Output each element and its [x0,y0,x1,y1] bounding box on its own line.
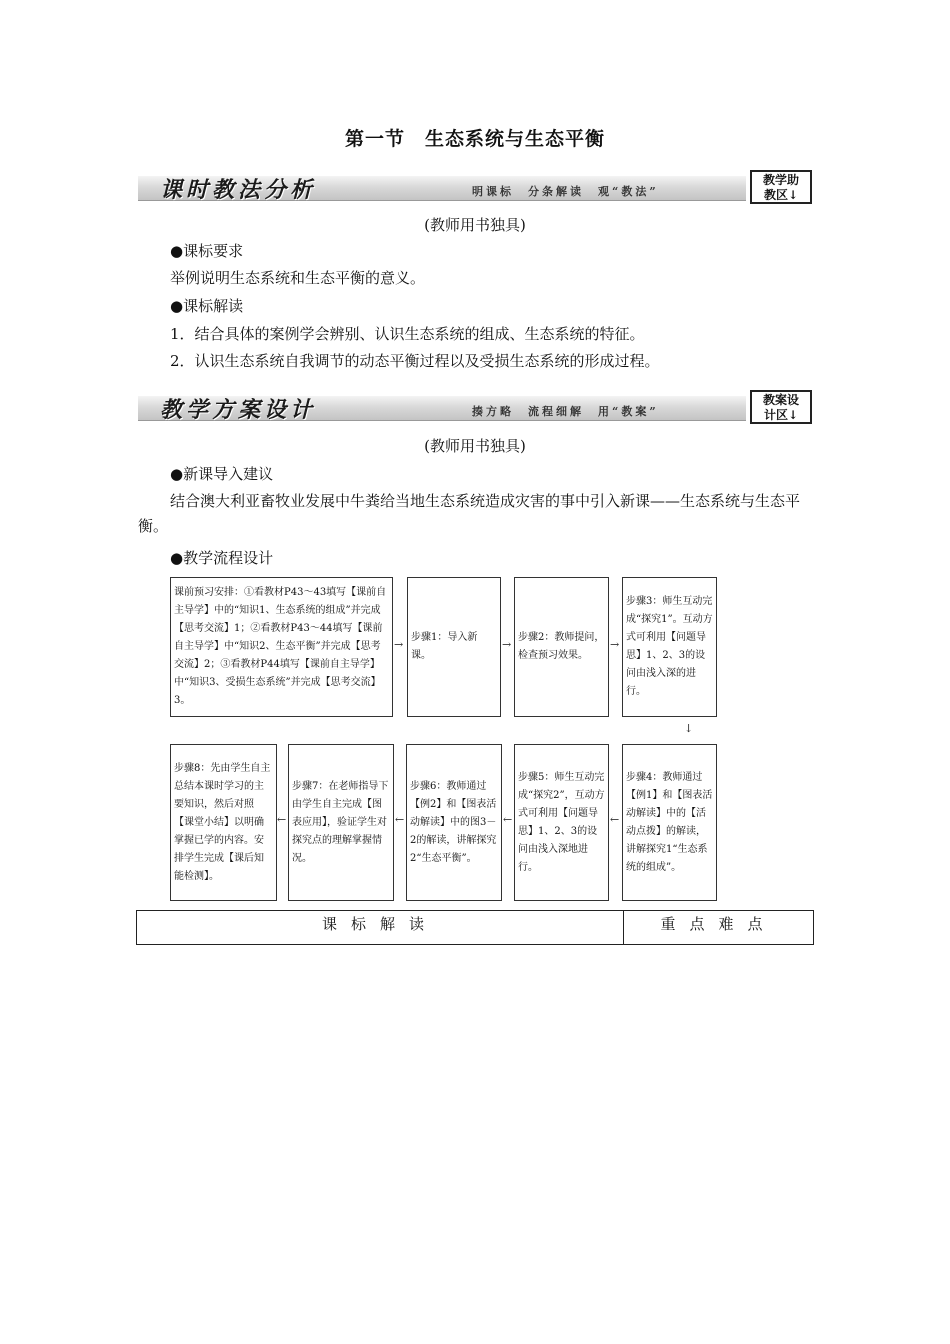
section-heading-intro: ●新课导入建议 [170,465,274,483]
flow-arrow-left: ← [503,813,513,826]
flow-arrow-right: → [502,638,512,651]
flow-arrow-left: ← [277,813,287,826]
section-heading-flow: ●教学流程设计 [170,549,274,567]
corner-line-2: 计区↓ [763,408,799,422]
corner-line-1: 教案设 [762,393,799,407]
requirements-text: 举例说明生态系统和生态平衡的意义。 [170,269,426,287]
flow-arrow-right: → [394,638,404,651]
section-heading-interpretation: ●课标解读 [170,297,244,315]
flow-box-step-3: 步骤3：师生互动完成“探究1”。互动方式可利用【问题导思】1、2、3的设问由浅入深的进行。 [622,577,717,717]
corner-line-2: 教区↓ [763,188,799,202]
flow-box-step-5: 步骤5：师生互动完成“探究2”，互动方式可利用【问题导思】1、2、3的设问由浅入深地进行。 [514,744,609,901]
flow-arrow-left: ← [395,813,405,826]
flow-box-step-4: 步骤4：教师通过【例1】和【图表活动解读】中的【活动点拨】的解读，讲解探究1“生态系统的组成”。 [622,744,717,901]
section-banner-analysis [138,170,812,204]
page-title: 第一节 生态系统与生态平衡 [344,128,605,150]
banner-main-title: 教学方案设计 [160,397,317,423]
flow-arrow-down: ↓ [684,722,694,735]
flow-box-step-1: 步骤1：导入新课。 [407,577,501,717]
banner-subtitle: 揍方略 流程细解 用“教案” [472,405,659,418]
standards-table [136,910,814,945]
teacher-note: (教师用书独具) [424,216,526,234]
teacher-note: (教师用书独具) [424,437,526,455]
banner-corner-label [750,390,812,424]
flow-arrow-right: → [610,638,620,651]
flow-box-preview: 课前预习安排：①看教材P43～43填写【课前自主导学】中的“知识1、生态系统的组成”并完成【思考交流】1；②看教材P43～44填写【课前自主导学】中“知识2、生态平衡”并完成【思考交流】2；③看教材P44填写【课前自主导学】中“知识3、受损生态系统”并完成【思考交流】3。 [170,577,393,717]
table-row [137,911,814,945]
flow-box-step-6: 步骤6：教师通过【例2】和【图表活动解读】中的图3－2的解读，讲解探究2“生态平衡”。 [406,744,502,901]
flow-box-step-7: 步骤7：在老师指导下由学生自主完成【图表应用】，验证学生对探究点的理解掌握情况。 [288,744,394,901]
interpretation-item-1: 1．结合具体的案例学会辨别、认识生态系统的组成、生态系统的特征。 [170,325,645,343]
table-header-keypoints: 重点难点 [624,911,814,945]
intro-text: 结合澳大利亚畜牧业发展中牛粪给当地生态系统造成灾害的事中引入新课——生态系统与生态平衡。 [138,492,801,535]
corner-line-1: 教学助 [762,173,799,187]
interpretation-item-2: 2．认识生态系统自我调节的动态平衡过程以及受损生态系统的形成过程。 [170,352,660,370]
flow-arrow-left: ← [610,813,620,826]
flow-box-step-8: 步骤8：先由学生自主总结本课时学习的主要知识，然后对照【课堂小结】以明确掌握已学的内容。安排学生完成【课后知能检测】。 [170,744,277,901]
table-header-standards: 课标解读 [137,911,624,945]
banner-subtitle: 明课标 分条解读 观“教法” [472,185,659,198]
flow-box-step-2: 步骤2：教师提问，检查预习效果。 [514,577,609,717]
banner-main-title: 课时教法分析 [160,177,317,203]
section-heading-requirements: ●课标要求 [170,242,244,260]
section-banner-design [138,390,812,424]
banner-corner-label [750,170,812,204]
